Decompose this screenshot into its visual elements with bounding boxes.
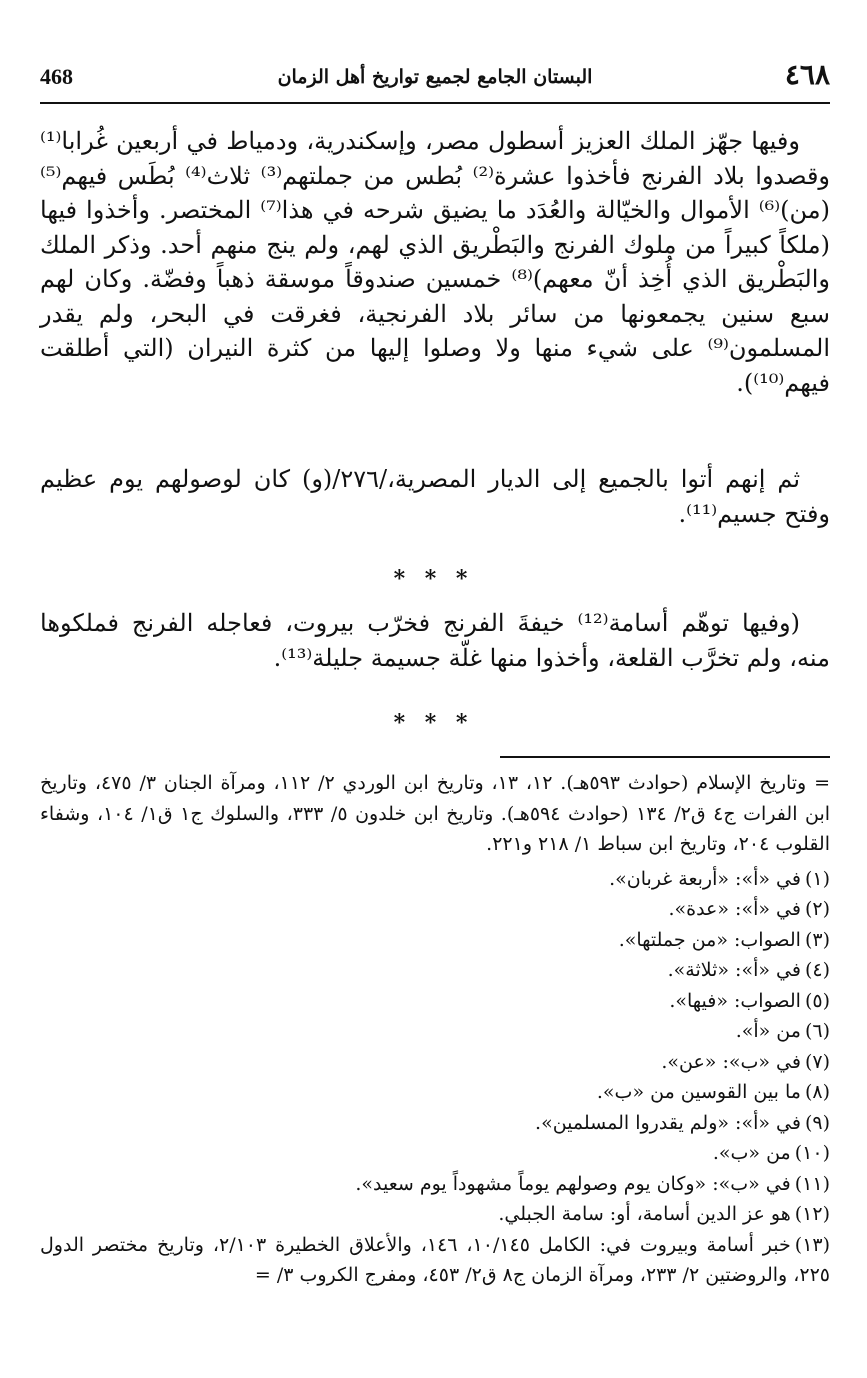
footnote-number: (٥): [804, 989, 830, 1012]
footnote-number: (١): [804, 867, 830, 890]
footnote-number: (١١): [794, 1172, 830, 1195]
body-paragraph-3: (وفيها توهّم أسامة⁽¹²⁾ خيفةَ الفرنج فخرّب بيروت، فعاجله الفرنج فملكوها منه، ولم تخرَّب القلعة، وأخذوا منها غلّة جسيمة جليلة⁽¹³⁾.: [40, 609, 830, 672]
page-header: [40, 58, 830, 104]
footnote-number: (٢): [804, 898, 830, 920]
footnote-item: [40, 1169, 830, 1200]
footnote-number: (٣): [804, 928, 830, 951]
footnote-text: هو عز الدين أسامة، أو: سامة الجبلي.: [498, 1203, 791, 1225]
footnote-text: الصواب: «من جملتها».: [618, 928, 801, 951]
footnote-number: (١٠): [794, 1142, 830, 1164]
footnote-item: [40, 1016, 830, 1047]
section-separator-2: * * *: [393, 710, 474, 736]
body-paragraph-1: وفيها جهّز الملك العزيز أسطول مصر، وإسكندرية، ودمياط في أربعين غُرابا⁽¹⁾ وقصدوا بلاد الفرنج فأخذوا عشرة⁽²⁾ بُطس من جملتهم⁽³⁾ ثلاث⁽⁴⁾ بُطَس فيهم⁽⁵⁾ (من)⁽⁶⁾ الأموال والخيّالة والعُدَد ما يضيق شرحه في هذا⁽⁷⁾ المختصر. وأخذوا فيها (ملكاً كبيراً من ملوك الفرنج والبَطْريق الذي لهم، ولم ينج منهم أحد. وذكر الملك والبَطْريق الذي أُخِذ أنّ معهم)⁽⁸⁾ خمسين صندوقاً موسقة ذهباً وفضّة. وكان لهم سبع سنين يجمعونها من سائر بلاد الفرنجية، فغرقت في البحر، ولم يقدر المسلمون⁽⁹⁾ على شيء منها ولا وصلوا إليها من كثرة النيران (التي أطلقت فيهم⁽¹⁰⁾).: [40, 127, 831, 397]
footnote-text: في «أ»: «ثلاثة».: [667, 959, 801, 981]
footnote-text: من «ب».: [712, 1142, 791, 1164]
footnote-item: [40, 1199, 830, 1230]
footnote-text: في «أ»: «أربعة غربان».: [609, 867, 801, 890]
footnote-item: [40, 1108, 830, 1139]
footnote-item: [40, 1077, 830, 1108]
footnote-number: (٤): [804, 959, 830, 981]
footnote-list: [40, 864, 830, 1291]
footnote-item: [40, 864, 830, 895]
footnote-number: (٧): [804, 1050, 830, 1073]
body-paragraph-2: ثم إنهم أتوا بالجميع إلى الديار المصرية،/٢٧٦/(و) كان لوصولهم يوم عظيم وفتح جسيم⁽¹¹⁾.: [40, 465, 830, 528]
footnote-text: ما بين القوسين من «ب».: [596, 1081, 801, 1103]
footnote-text: الصواب: «فيها».: [669, 989, 801, 1012]
page-number-arabic: ٤٦٨: [784, 58, 830, 91]
footnote-number: (١٢): [794, 1203, 830, 1225]
footnote-item: [40, 925, 830, 956]
footnote-text: في «أ»: «ولم يقدروا المسلمين».: [535, 1111, 801, 1134]
footnote-text: من «أ».: [735, 1020, 801, 1042]
footnote-rule: [500, 756, 830, 758]
footnote-number: (٦): [804, 1020, 830, 1042]
footnote-item: [40, 894, 830, 925]
page-number-latin: 468: [40, 64, 73, 89]
footnotes: [40, 768, 830, 1291]
footnote-text: في «ب»: «وكان يوم وصولهم يوماً مشهوداً يوم سعيد».: [355, 1172, 791, 1195]
footnote-number: (٨): [804, 1081, 830, 1103]
header-rule: [40, 102, 830, 104]
footnote-continuation: = وتاريخ الإسلام (حوادث ٥٩٣هـ). ١٢، ١٣، وتاريخ ابن الوردي ٢/ ١١٢، ومرآة الجنان ٣/ ٤٧٥، وتاريخ ابن الفرات ج٤ ق٢/ ١٣٤ (حوادث ٥٩٤هـ). وتاريخ ابن خلدون ٥/ ٣٣٣، والسلوك ج١ ق١/ ١٠٤، وشفاء القلوب ٢٠٤، وتاريخ ابن سباط ١/ ٢١٨ و٢٢١.: [40, 772, 831, 855]
footnote-item: [40, 986, 830, 1017]
footnote-item: [40, 955, 830, 986]
running-title: البستان الجامع لجميع تواريخ أهل الزمان: [277, 66, 593, 88]
footnote-item: [40, 1138, 830, 1169]
footnote-number: (١٣): [794, 1233, 831, 1256]
footnote-item: [40, 1230, 830, 1291]
footnote-number: (٩): [804, 1111, 830, 1134]
footnote-text: في «ب»: «عن».: [661, 1050, 801, 1073]
section-separator-1: * * *: [393, 566, 474, 592]
footnote-text: في «أ»: «عدة».: [668, 898, 801, 920]
footnote-item: [40, 1047, 830, 1078]
footnote-text: خبر أسامة وبيروت في: الكامل ١٠/١٤٥، ١٤٦، والأعلاق الخطيرة ٢/١٠٣، وتاريخ مختصر الدول ٢٢٥، والروضتين ٢/ ٢٣٣، ومرآة الزمان ج٨ ق٢/ ٤٥٣، ومفرج الكروب ٣/ =: [40, 1233, 830, 1286]
